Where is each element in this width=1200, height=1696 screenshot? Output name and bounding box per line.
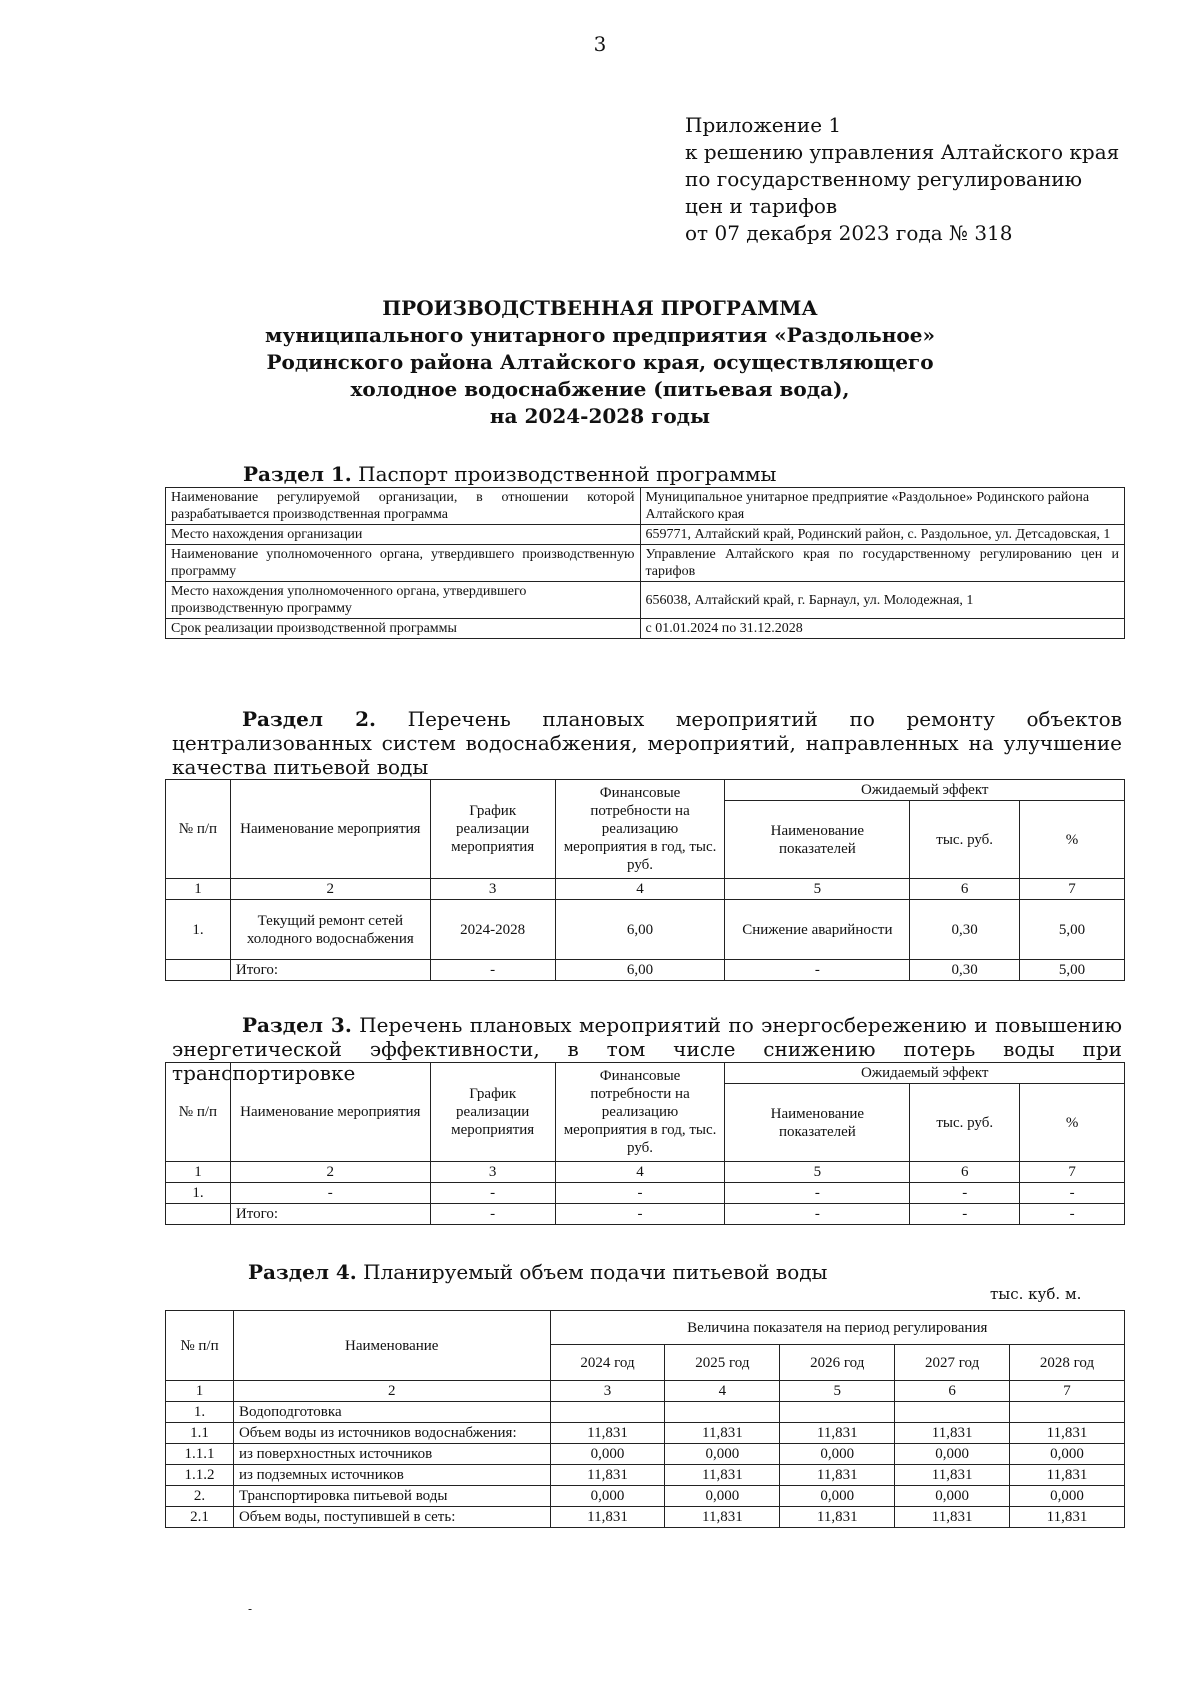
table-cell: Водоподготовка (233, 1402, 550, 1423)
section-label: Раздел 1. (243, 462, 352, 486)
section-text: Перечень плановых мероприятий по энергосбережению и повышению энергетической эффективности, в том числе снижению потерь воды при транспортировке (172, 1013, 1122, 1085)
section2-heading (172, 707, 1122, 779)
col-number: 4 (555, 879, 725, 900)
table-row (166, 1507, 1125, 1528)
table-cell (665, 1402, 780, 1423)
table-cell: 11,831 (895, 1423, 1010, 1444)
table-cell: 11,831 (780, 1465, 895, 1486)
table-row (166, 488, 1125, 525)
section-text: Планируемый объем подачи питьевой воды (356, 1260, 828, 1284)
table-header-row (166, 780, 1125, 801)
header-year: 2027 год (895, 1345, 1010, 1381)
header-year: 2026 год (780, 1345, 895, 1381)
header-schedule: График реализации мероприятия (430, 1063, 555, 1162)
table-cell: Наименование регулируемой организации, в отношении которой разрабатывается производственная программа (166, 488, 641, 525)
table-cell: 11,831 (665, 1507, 780, 1528)
table-cell: 11,831 (1010, 1465, 1125, 1486)
table-row (166, 545, 1125, 582)
table-cell: 0,000 (1010, 1444, 1125, 1465)
header-effect: Ожидаемый эффект (725, 780, 1125, 801)
passport-table (165, 487, 1125, 639)
header-num: № п/п (166, 1311, 234, 1381)
title-line: холодное водоснабжение (питьевая вода), (350, 377, 850, 401)
header-name: Наименование (233, 1311, 550, 1381)
table-cell (166, 1204, 231, 1225)
table-cell: 1.1.2 (166, 1465, 234, 1486)
appendix-line: к решению управления Алтайского края (685, 140, 1120, 164)
page-number: 3 (593, 32, 607, 56)
footer-mark: - (248, 1602, 253, 1616)
table-cell: 11,831 (665, 1423, 780, 1444)
table-cell: 2.1 (166, 1507, 234, 1528)
table-row (166, 1486, 1125, 1507)
table-cell: 5,00 (1020, 900, 1125, 960)
table-cell: Объем воды, поступившей в сеть: (233, 1507, 550, 1528)
table-cell: 6,00 (555, 960, 725, 981)
table-cell: 11,831 (550, 1507, 665, 1528)
table-cell: 2024-2028 (430, 900, 555, 960)
table-cell: 0,000 (780, 1444, 895, 1465)
appendix-line: по государственному регулированию (685, 167, 1083, 191)
table-cell: 0,30 (910, 960, 1020, 981)
table-cell: - (430, 960, 555, 981)
header-rub: тыс. руб. (910, 801, 1020, 879)
table-cell: 1. (166, 900, 231, 960)
header-effect: Ожидаемый эффект (725, 1063, 1125, 1084)
table-cell (780, 1402, 895, 1423)
table-cell: 11,831 (1010, 1423, 1125, 1444)
header-num: № п/п (166, 1063, 231, 1162)
table-cell: 0,000 (895, 1444, 1010, 1465)
repair-measures-table (165, 779, 1125, 981)
table-cell: - (555, 1183, 725, 1204)
appendix-line: от 07 декабря 2023 года № 318 (685, 221, 1013, 245)
header-indicator: Наименование показателей (725, 801, 910, 879)
table-cell: 0,000 (665, 1486, 780, 1507)
col-number: 4 (555, 1162, 725, 1183)
header-finance: Финансовые потребности на реализацию мероприятия в год, тыс. руб. (555, 1063, 725, 1162)
section-label: Раздел 2. (242, 707, 377, 731)
title-line: ПРОИЗВОДСТВЕННАЯ ПРОГРАММА (382, 296, 818, 320)
table-cell: - (430, 1204, 555, 1225)
document-title (0, 295, 1200, 430)
table-cell (895, 1402, 1010, 1423)
table-cell: 0,000 (780, 1486, 895, 1507)
table-cell: 1. (166, 1402, 234, 1423)
table-cell: 5,00 (1020, 960, 1125, 981)
table-cell: 1.1.1 (166, 1444, 234, 1465)
header-year: 2028 год (1010, 1345, 1125, 1381)
header-year: 2025 год (665, 1345, 780, 1381)
water-volume-table (165, 1310, 1125, 1528)
table-cell: 6,00 (555, 900, 725, 960)
col-number: 6 (910, 879, 1020, 900)
table-cell: 11,831 (895, 1465, 1010, 1486)
table-cell: Место нахождения организации (166, 525, 641, 545)
table-cell: Итого: (230, 1204, 430, 1225)
header-name: Наименование мероприятия (230, 780, 430, 879)
column-number-row (166, 879, 1125, 900)
section1-heading (243, 462, 776, 486)
col-number: 3 (550, 1381, 665, 1402)
table-cell: 2. (166, 1486, 234, 1507)
table-cell: 1. (166, 1183, 231, 1204)
header-schedule: График реализации мероприятия (430, 780, 555, 879)
column-number-row (166, 1162, 1125, 1183)
table-row (166, 1465, 1125, 1486)
table-cell: из поверхностных источников (233, 1444, 550, 1465)
table-cell: Объем воды из источников водоснабжения: (233, 1423, 550, 1444)
table-cell: Наименование уполномоченного органа, утвердившего производственную программу (166, 545, 641, 582)
col-number: 1 (166, 1162, 231, 1183)
total-row (166, 960, 1125, 981)
col-number: 6 (910, 1162, 1020, 1183)
table-row (166, 525, 1125, 545)
table-cell: - (1020, 1204, 1125, 1225)
table-cell: 11,831 (780, 1507, 895, 1528)
col-number: 1 (166, 1381, 234, 1402)
header-year: 2024 год (550, 1345, 665, 1381)
table-row (166, 1402, 1125, 1423)
table-cell: - (555, 1204, 725, 1225)
table-cell: с 01.01.2024 по 31.12.2028 (640, 619, 1125, 639)
header-finance: Финансовые потребности на реализацию мероприятия в год, тыс. руб. (555, 780, 725, 879)
col-number: 2 (233, 1381, 550, 1402)
table-cell: - (430, 1183, 555, 1204)
col-number: 7 (1010, 1381, 1125, 1402)
table-cell: Транспортировка питьевой воды (233, 1486, 550, 1507)
table-row (166, 1423, 1125, 1444)
table-cell: - (910, 1183, 1020, 1204)
table-row (166, 1444, 1125, 1465)
table-row (166, 582, 1125, 619)
table-cell: Место нахождения уполномоченного органа, утвердившего производственную программу (166, 582, 641, 619)
total-row (166, 1204, 1125, 1225)
energy-measures-table (165, 1062, 1125, 1225)
col-number: 2 (230, 1162, 430, 1183)
header-pct: % (1020, 1084, 1125, 1162)
col-number: 4 (665, 1381, 780, 1402)
col-number: 5 (725, 1162, 910, 1183)
appendix-note (685, 112, 1119, 247)
col-number: 6 (895, 1381, 1010, 1402)
section-text: Перечень плановых мероприятий по ремонту объектов централизованных систем водоснабжения, мероприятий, направленных на улучшение качества питьевой воды (172, 707, 1122, 779)
col-number: 3 (430, 1162, 555, 1183)
header-pct: % (1020, 801, 1125, 879)
header-indicator: Наименование показателей (725, 1084, 910, 1162)
col-number: 3 (430, 879, 555, 900)
table-cell: - (230, 1183, 430, 1204)
title-line: Родинского района Алтайского края, осуществляющего (266, 350, 934, 374)
header-period: Величина показателя на период регулирования (550, 1311, 1124, 1345)
col-number: 7 (1020, 1162, 1125, 1183)
section4-heading (248, 1260, 827, 1284)
table-cell: Срок реализации производственной программы (166, 619, 641, 639)
table-header-row (166, 1311, 1125, 1345)
table-cell: 1.1 (166, 1423, 234, 1444)
table-cell: 0,000 (550, 1444, 665, 1465)
table-cell: 0,000 (665, 1444, 780, 1465)
header-rub: тыс. руб. (910, 1084, 1020, 1162)
table-cell: 11,831 (550, 1423, 665, 1444)
header-name: Наименование мероприятия (230, 1063, 430, 1162)
table-cell: 656038, Алтайский край, г. Барнаул, ул. Молодежная, 1 (640, 582, 1125, 619)
col-number: 5 (780, 1381, 895, 1402)
table-cell: 659771, Алтайский край, Родинский район, с. Раздольное, ул. Детсадовская, 1 (640, 525, 1125, 545)
col-number: 1 (166, 879, 231, 900)
table-cell: - (910, 1204, 1020, 1225)
section-label: Раздел 4. (248, 1260, 357, 1284)
table-cell: 11,831 (780, 1423, 895, 1444)
table-cell (166, 960, 231, 981)
col-number: 2 (230, 879, 430, 900)
table-cell: - (725, 1204, 910, 1225)
table-cell: 11,831 (550, 1465, 665, 1486)
title-line: муниципального унитарного предприятия «Раздольное» (265, 323, 935, 347)
table-cell: Муниципальное унитарное предприятие «Раздольное» Родинского района Алтайского края (640, 488, 1125, 525)
table-cell: Текущий ремонт сетей холодного водоснабжения (230, 900, 430, 960)
section-label: Раздел 3. (242, 1013, 352, 1037)
table-cell: из подземных источников (233, 1465, 550, 1486)
table-row (166, 1183, 1125, 1204)
table-cell: Итого: (230, 960, 430, 981)
table-cell: Управление Алтайского края по государственному регулированию цен и тарифов (640, 545, 1125, 582)
table-cell: 0,30 (910, 900, 1020, 960)
column-number-row (166, 1381, 1125, 1402)
appendix-line: цен и тарифов (685, 194, 838, 218)
table-row (166, 900, 1125, 960)
col-number: 7 (1020, 879, 1125, 900)
table-cell: 11,831 (1010, 1507, 1125, 1528)
table-cell: 11,831 (665, 1465, 780, 1486)
section-text: Паспорт производственной программы (351, 462, 777, 486)
table-cell: 0,000 (550, 1486, 665, 1507)
table-cell: - (725, 960, 910, 981)
header-num: № п/п (166, 780, 231, 879)
col-number: 5 (725, 879, 910, 900)
appendix-line: Приложение 1 (685, 113, 842, 137)
table-cell (1010, 1402, 1125, 1423)
table-cell: Снижение аварийности (725, 900, 910, 960)
table-cell: 0,000 (1010, 1486, 1125, 1507)
table-cell: 11,831 (895, 1507, 1010, 1528)
table-header-row (166, 1063, 1125, 1084)
table-cell: - (725, 1183, 910, 1204)
table-cell: 0,000 (895, 1486, 1010, 1507)
table-row (166, 619, 1125, 639)
units-label: тыс. куб. м. (990, 1285, 1082, 1303)
table-cell: - (1020, 1183, 1125, 1204)
title-line: на 2024-2028 годы (489, 404, 711, 428)
table-cell (550, 1402, 665, 1423)
